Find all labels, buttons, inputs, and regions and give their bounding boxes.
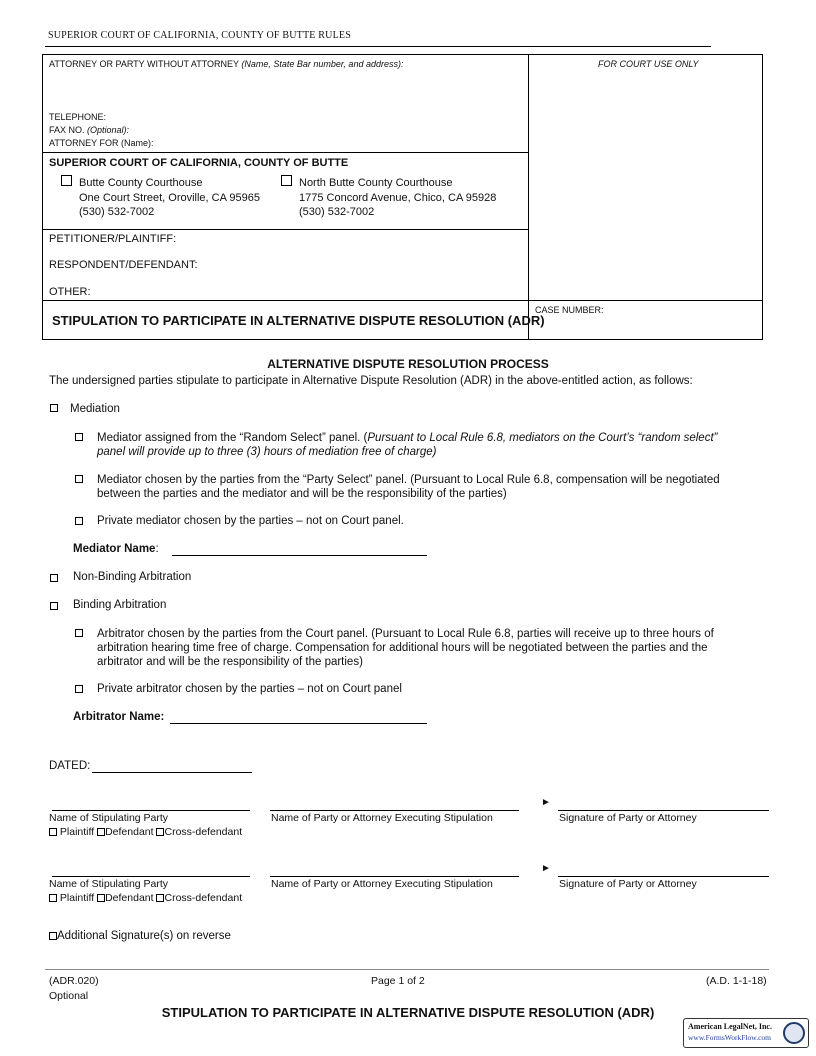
party-role-options-2: Plaintiff Defendant Cross-defendant bbox=[49, 892, 242, 904]
revision-date: (A.D. 1-1-18) bbox=[706, 975, 767, 987]
footer-rule bbox=[45, 969, 769, 970]
section-title: ALTERNATIVE DISPUTE RESOLUTION PROCESS bbox=[267, 357, 549, 371]
mediation-option-2-checkbox[interactable] bbox=[75, 473, 83, 485]
signature-label-2: Signature of Party or Attorney bbox=[559, 878, 697, 890]
executing-name-input-2[interactable] bbox=[270, 876, 519, 877]
signature-label-1: Signature of Party or Attorney bbox=[559, 812, 697, 824]
publisher-logo[interactable] bbox=[683, 1018, 809, 1048]
mediation-option-3: Private mediator chosen by the parties – not on Court panel. bbox=[97, 515, 404, 527]
caption-divider bbox=[528, 54, 529, 340]
mediation-checkbox[interactable] bbox=[50, 402, 58, 414]
binding-label: Binding Arbitration bbox=[73, 599, 167, 611]
attorney-label[interactable]: ATTORNEY OR PARTY WITHOUT ATTORNEY (Name, State Bar number, and address): bbox=[49, 59, 404, 69]
party-label-1: Name of Stipulating Party bbox=[49, 812, 169, 824]
case-number-field[interactable]: CASE NUMBER: bbox=[535, 305, 604, 315]
telephone-field[interactable]: TELEPHONE: bbox=[49, 112, 107, 122]
courthouse-oroville: Butte County Courthouse One Court Street, Oroville, CA 95965 (530) 532-7002 bbox=[79, 177, 260, 218]
arbitration-option-2-checkbox[interactable] bbox=[75, 683, 83, 695]
executing-name-input-1[interactable] bbox=[270, 810, 519, 811]
caption-form-title: STIPULATION TO PARTICIPATE IN ALTERNATIVE DISPUTE RESOLUTION (ADR) bbox=[52, 313, 545, 328]
footer-form-title: STIPULATION TO PARTICIPATE IN ALTERNATIVE DISPUTE RESOLUTION (ADR) bbox=[161, 1005, 655, 1020]
checkbox-icon[interactable] bbox=[75, 685, 83, 693]
arbitration-option-1-checkbox[interactable] bbox=[75, 627, 83, 639]
respondent-field[interactable]: RESPONDENT/DEFENDANT: bbox=[49, 259, 198, 271]
court-name: SUPERIOR COURT OF CALIFORNIA, COUNTY OF BUTTE bbox=[49, 157, 349, 169]
arbitration-option-1: Arbitrator chosen by the parties from the Court panel. (Pursuant to Local Rule 6.8, parties will receive up to three hours of arbitration hearing time free of charge. Compensation for additional hours will be negotiated between the parties and the arbitrator and will be the responsibility of the parties) bbox=[97, 628, 714, 668]
mediation-option-2: Mediator chosen by the parties from the “Party Select” panel. (Pursuant to Local Rule 6.8, compensation will be negotiated between the parties and the mediator and will be the responsibility of the parties) bbox=[97, 474, 720, 500]
executing-label-2: Name of Party or Attorney Executing Stipulation bbox=[271, 878, 493, 890]
additional-signatures: Additional Signature(s) on reverse bbox=[49, 930, 231, 942]
checkbox-icon[interactable] bbox=[50, 574, 58, 582]
caption-rule-2 bbox=[42, 229, 529, 230]
checkbox-icon[interactable] bbox=[50, 602, 58, 610]
other-field[interactable]: OTHER: bbox=[49, 286, 91, 298]
rules-header: SUPERIOR COURT OF CALIFORNIA, COUNTY OF BUTTE RULES bbox=[48, 30, 351, 41]
form-code: (ADR.020) bbox=[49, 975, 99, 987]
mediation-option-3-checkbox[interactable] bbox=[75, 515, 83, 527]
checkbox-icon[interactable] bbox=[75, 475, 83, 483]
mediator-name-input[interactable] bbox=[172, 555, 427, 556]
party-name-input-2[interactable] bbox=[52, 876, 250, 877]
courthouse-checkbox-chico[interactable] bbox=[281, 174, 292, 186]
arbitration-option-2: Private arbitrator chosen by the parties – not on Court panel bbox=[97, 683, 402, 695]
mediation-label: Mediation bbox=[70, 403, 120, 415]
dated-label: DATED: bbox=[49, 760, 91, 772]
dated-input[interactable] bbox=[92, 772, 252, 773]
courthouse-chico: North Butte County Courthouse 1775 Concord Avenue, Chico, CA 95928 (530) 532-7002 bbox=[299, 177, 497, 218]
signature-input-1[interactable] bbox=[558, 810, 769, 811]
logo-url[interactable]: www.FormsWorkFlow.com bbox=[688, 1033, 772, 1042]
checkbox-icon[interactable] bbox=[50, 404, 58, 412]
mediation-option-1: Mediator assigned from the “Random Select” panel. (Pursuant to Local Rule 6.8, mediators on the Court’s “random select” panel will provide up to three (3) hours of mediation free of charge) bbox=[97, 432, 718, 458]
caption-rule-1 bbox=[42, 152, 529, 153]
petitioner-field[interactable]: PETITIONER/PLAINTIFF: bbox=[49, 233, 177, 245]
logo-company: American LegalNet, Inc. bbox=[688, 1022, 772, 1031]
arbitrator-name-label: Arbitrator Name: bbox=[73, 711, 165, 723]
checkbox-icon[interactable] bbox=[75, 629, 83, 637]
party-name-input-1[interactable] bbox=[52, 810, 250, 811]
binding-checkbox[interactable] bbox=[50, 600, 58, 612]
fax-field[interactable]: FAX NO. (Optional): bbox=[49, 125, 130, 135]
globe-icon bbox=[783, 1022, 805, 1044]
checkbox-icon[interactable] bbox=[281, 175, 292, 186]
non-binding-checkbox[interactable] bbox=[50, 572, 58, 584]
court-use-label: FOR COURT USE ONLY bbox=[598, 59, 699, 69]
page-number: Page 1 of 2 bbox=[371, 975, 425, 987]
plaintiff-checkbox[interactable] bbox=[49, 828, 57, 836]
defendant-checkbox[interactable] bbox=[97, 894, 105, 902]
optional-label: Optional bbox=[49, 990, 89, 1002]
intro-text: The undersigned parties stipulate to participate in Alternative Dispute Resolution (ADR) in the above-entitled action, as follows: bbox=[49, 375, 693, 387]
checkbox-icon[interactable] bbox=[61, 175, 72, 186]
defendant-checkbox[interactable] bbox=[97, 828, 105, 836]
arrow-icon: ► bbox=[541, 797, 551, 808]
caption-rule-3 bbox=[42, 300, 763, 301]
header-rule bbox=[45, 46, 711, 47]
arrow-icon: ► bbox=[541, 863, 551, 874]
party-label-2: Name of Stipulating Party bbox=[49, 878, 169, 890]
checkbox-icon[interactable] bbox=[75, 433, 83, 441]
mediation-option-1-checkbox[interactable] bbox=[75, 431, 83, 443]
arbitrator-name-input[interactable] bbox=[170, 723, 427, 724]
executing-label-1: Name of Party or Attorney Executing Stipulation bbox=[271, 812, 493, 824]
additional-signatures-checkbox[interactable] bbox=[49, 932, 57, 940]
attorney-for-field[interactable]: ATTORNEY FOR (Name): bbox=[49, 138, 154, 148]
courthouse-checkbox-oroville[interactable] bbox=[61, 174, 72, 186]
signature-input-2[interactable] bbox=[558, 876, 769, 877]
non-binding-label: Non-Binding Arbitration bbox=[73, 571, 192, 583]
mediator-name-label: Mediator Name: bbox=[73, 543, 159, 555]
party-role-options-1: Plaintiff Defendant Cross-defendant bbox=[49, 826, 242, 838]
checkbox-icon[interactable] bbox=[75, 517, 83, 525]
plaintiff-checkbox[interactable] bbox=[49, 894, 57, 902]
